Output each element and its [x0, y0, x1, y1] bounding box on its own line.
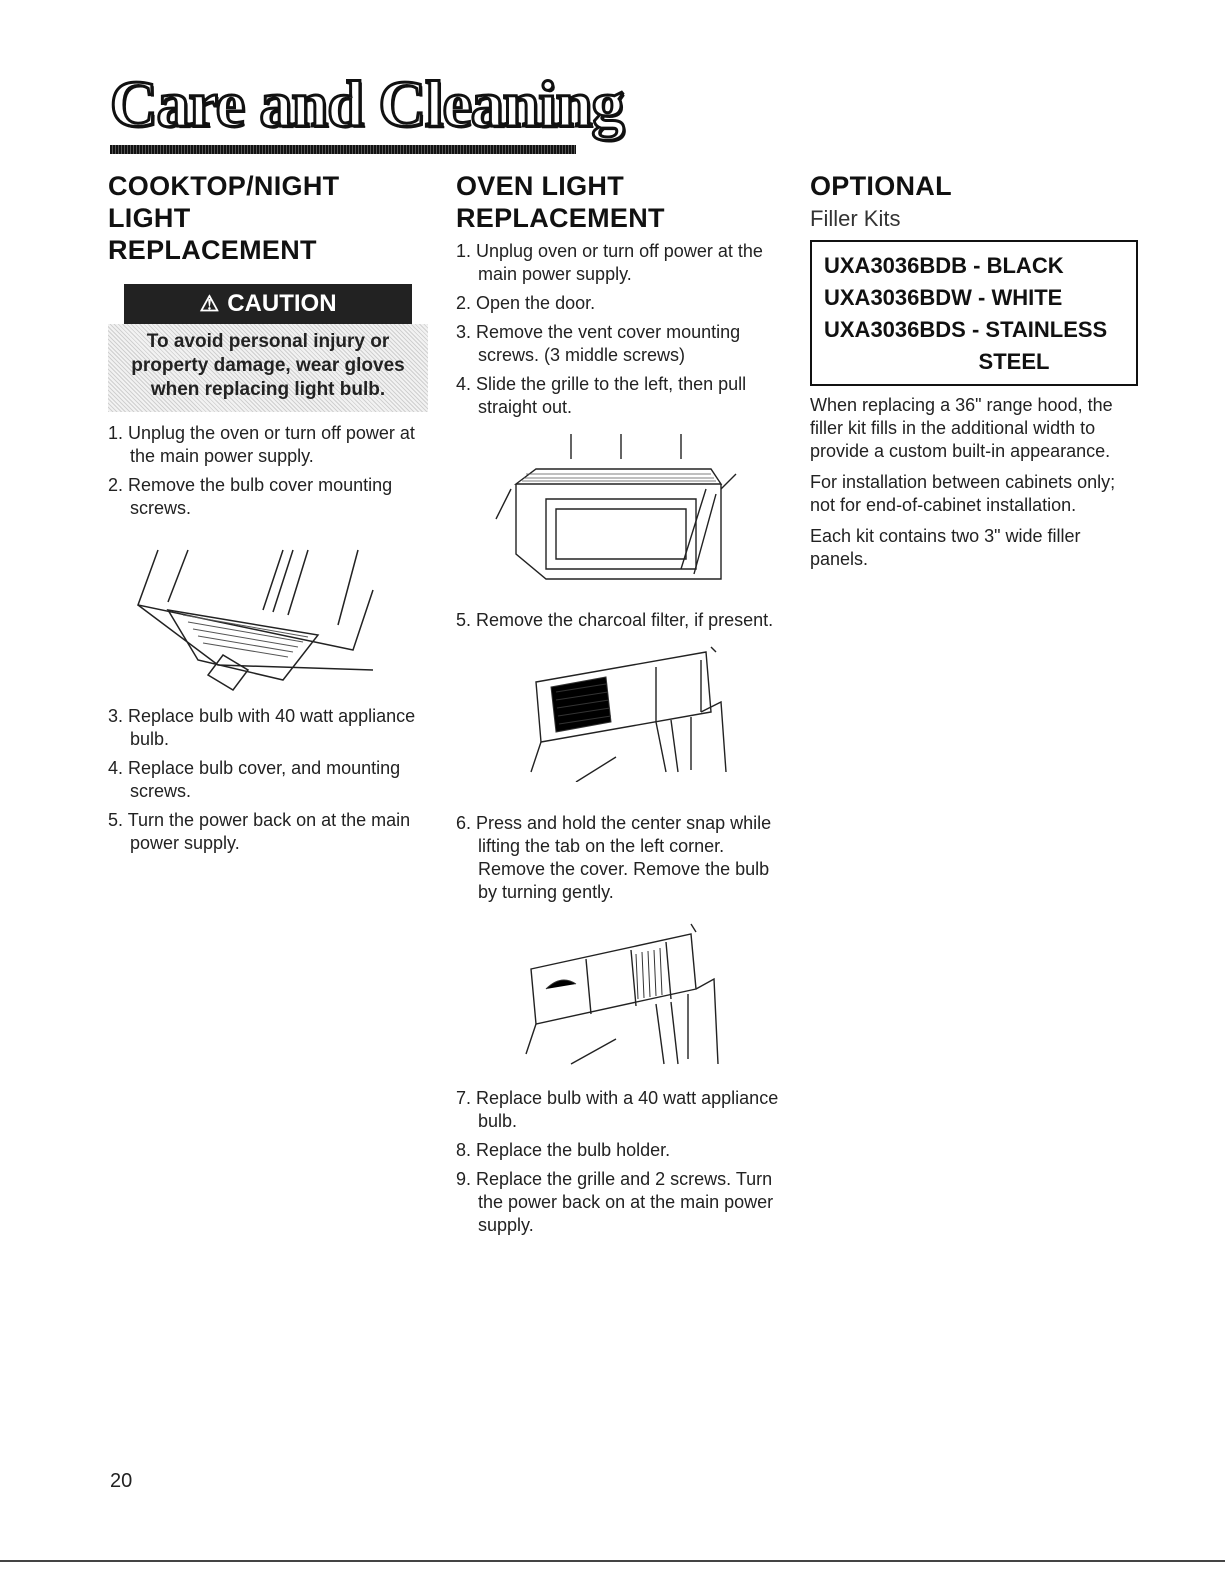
caution-label: CAUTION	[227, 290, 337, 317]
list-item: 5. Turn the power back on at the main power supply.	[108, 810, 411, 853]
section-heading-line2: REPLACEMENT	[108, 235, 317, 265]
list-item: 2. Remove the bulb cover mounting screws.	[108, 475, 393, 518]
list-item: 8. Replace the bulb holder.	[456, 1140, 671, 1160]
list-item: 1. Unplug the oven or turn off power at the main power supply.	[108, 423, 415, 466]
warning-triangle-icon: ⚠	[199, 291, 220, 316]
page-number: 20	[110, 1470, 133, 1492]
list-item: 1. Unplug oven or turn off power at the main power supply.	[456, 241, 763, 284]
steps-list-b	[108, 705, 428, 855]
list-item: 3. Replace bulb with 40 watt appliance bulb.	[108, 706, 416, 749]
list-item: 5. Remove the charcoal filter, if present.	[456, 610, 774, 630]
title-rule	[110, 145, 576, 154]
section-heading-line2: REPLACEMENT	[456, 203, 665, 233]
kit-item: STEEL	[978, 349, 1050, 374]
bottom-rule	[0, 1560, 1225, 1562]
list-item: 6. Press and hold the center snap while lifting the tab on the left corner. Remove the cover. Remove the bulb by turning gently.	[456, 813, 772, 902]
list-item: 3. Remove the vent cover mounting screws. (3 middle screws)	[456, 322, 741, 365]
paragraph: For installation between cabinets only; not for end-of-cabinet installation.	[810, 472, 1116, 515]
steps-list-a	[456, 240, 786, 419]
steps-list-a	[108, 422, 428, 520]
charcoal-filter-illustration	[456, 642, 776, 782]
optional-section	[810, 170, 1140, 571]
steps-list-b	[456, 609, 786, 632]
list-item: 4. Replace bulb cover, and mounting screws.	[108, 758, 401, 801]
caution-text: To avoid personal injury or property damage, wear gloves when replacing light bulb.	[108, 324, 428, 412]
paragraph: Each kit contains two 3" wide filler panels.	[810, 526, 1081, 569]
paragraph: When replacing a 36" range hood, the filler kit fills in the additional width to provide a custom built-in appearance.	[810, 395, 1113, 461]
list-item: 9. Replace the grille and 2 screws. Turn the power back on at the main power supply.	[456, 1169, 774, 1235]
section-heading: OPTIONAL	[810, 171, 952, 201]
page-title: Care and Cleaning	[110, 68, 624, 141]
steps-list-d	[456, 1087, 786, 1237]
caution-box	[108, 284, 428, 412]
bulb-holder-illustration	[456, 914, 776, 1069]
filler-kit-box	[810, 240, 1138, 386]
kit-item: UXA3036BDB - BLACK	[824, 253, 1064, 278]
section-heading-line1: COOKTOP/NIGHT LIGHT	[108, 171, 340, 233]
list-item: 4. Slide the grille to the left, then pull straight out.	[456, 374, 747, 417]
caution-header	[124, 284, 412, 324]
cooktop-light-section	[108, 170, 428, 861]
kit-item: UXA3036BDS - STAINLESS	[824, 317, 1108, 342]
section-subheading: Filler Kits	[810, 206, 901, 231]
grille-removal-illustration	[456, 429, 776, 599]
steps-list-c	[456, 812, 786, 904]
oven-light-section	[456, 170, 786, 1243]
section-heading-line1: OVEN LIGHT	[456, 171, 625, 201]
kit-item: UXA3036BDW - WHITE	[824, 285, 1063, 310]
list-item: 7. Replace bulb with a 40 watt appliance bulb.	[456, 1088, 779, 1131]
bulb-cover-illustration	[108, 530, 428, 695]
list-item: 2. Open the door.	[456, 293, 596, 313]
